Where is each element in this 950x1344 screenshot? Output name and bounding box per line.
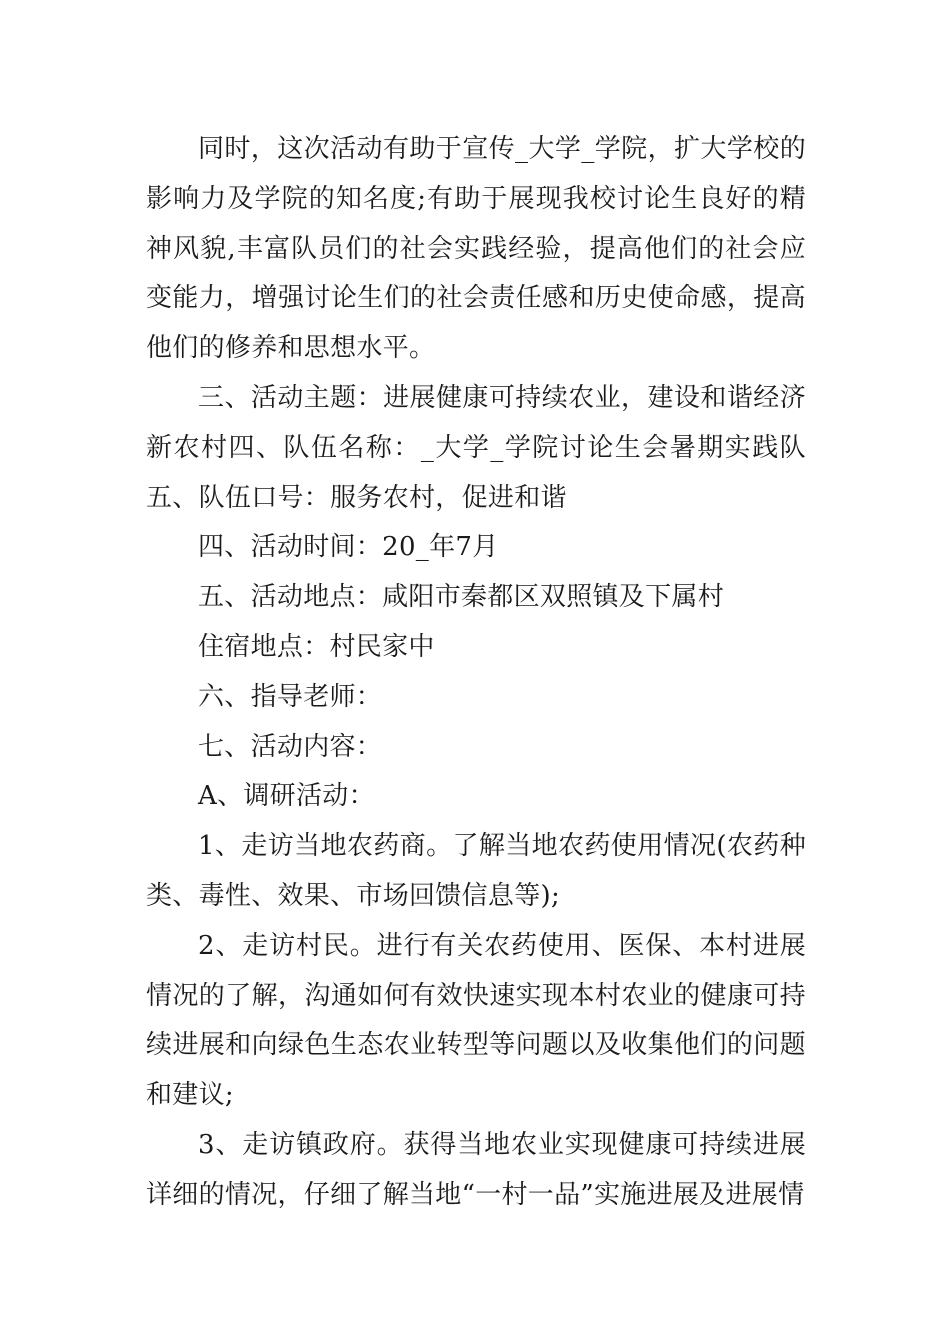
paragraph-theme-team: 三、活动主题：进展健康可持续农业，建设和谐经济新农村四、队伍名称：_大学_学院讨论生会暑期实践队五、队伍口号：服务农村，促进和谐 — [146, 382, 806, 513]
paragraph-item-2: 2、走访村民。进行有关农药使用、医保、本村进展情况的了解，沟通如何有效快速实现本村农业的健康可持续进展和向绿色生态农业转型等问题以及收集他们的问题和建议; — [146, 930, 806, 1111]
paragraph-activity-content: 七、活动内容： — [198, 731, 383, 762]
paragraph-advisor: 六、指导老师： — [198, 681, 383, 712]
document-page — [146, 125, 806, 1221]
paragraph-lodging: 住宿地点：村民家中 — [198, 631, 435, 662]
paragraph-purpose: 同时，这次活动有助于宣传_大学_学院，扩大学校的影响力及学院的知名度;有助于展现我校讨论生良好的精神风貌,丰富队员们的社会实践经验，提高他们的社会应变能力，增强讨论生们的社会责任感和历史使命感，提高他们的修养和思想水平。 — [146, 134, 806, 364]
paragraph-item-1: 1、走访当地农药商。了解当地农药使用情况(农药种类、毒性、效果、市场回馈信息等); — [146, 831, 806, 911]
paragraph-activity-location: 五、活动地点：咸阳市秦都区双照镇及下属村 — [198, 582, 725, 613]
paragraph-item-3: 3、走访镇政府。获得当地农业实现健康可持续进展详细的情况，仔细了解当地“一村一品”实施进展及进展情 — [146, 1129, 806, 1210]
paragraph-research-heading: A、调研活动： — [198, 781, 375, 812]
paragraph-activity-time: 四、活动时间：20_年7月 — [198, 532, 499, 563]
